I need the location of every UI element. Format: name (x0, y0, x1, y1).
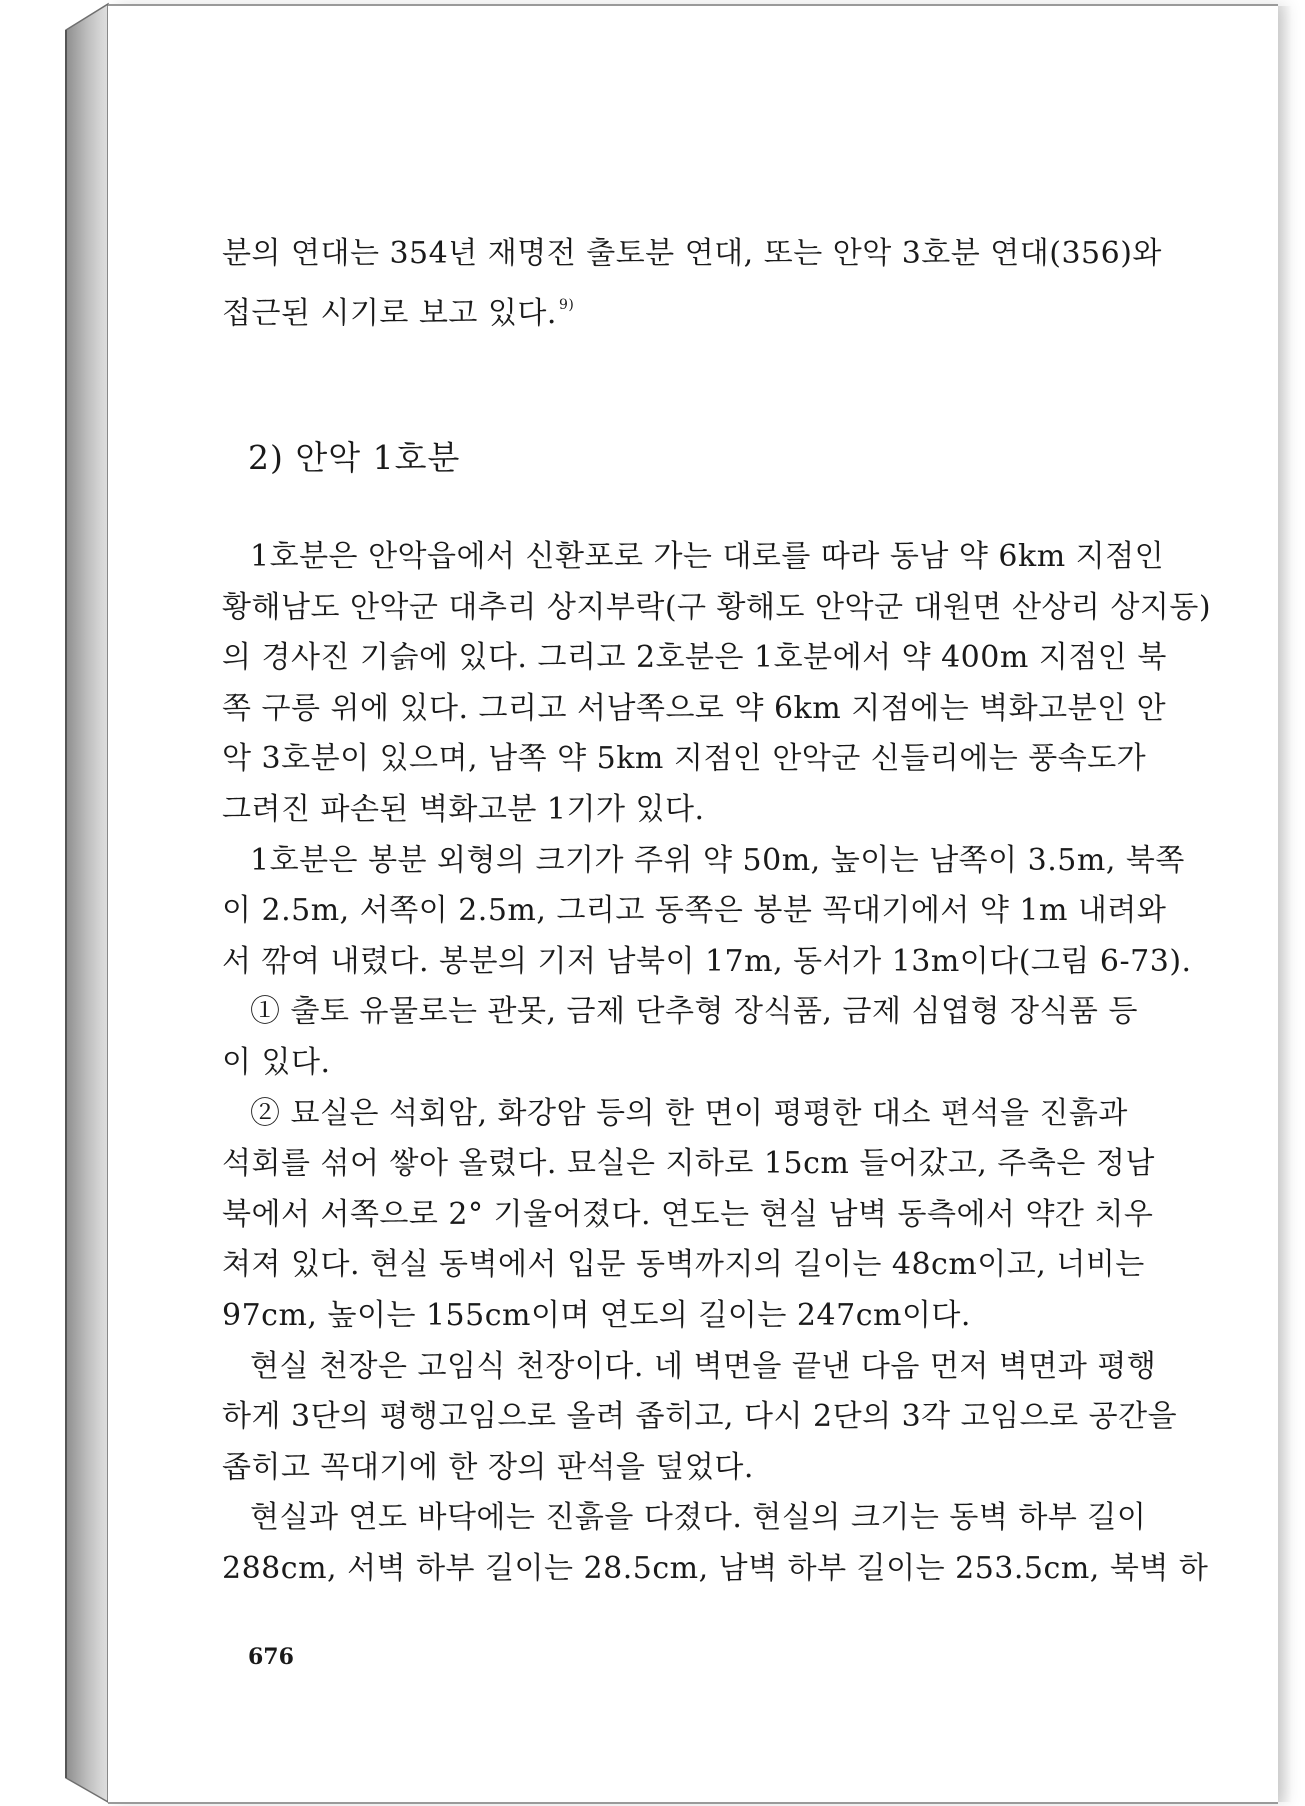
body-line: ② 묘실은 석회암, 화강암 등의 한 면이 평평한 대소 편석을 진흙과 (250, 1095, 1128, 1131)
body-line: 의 경사진 기슭에 있다. 그리고 2호분은 1호분에서 약 400m 지점인 북 (222, 640, 1167, 676)
body-line: 서 깎여 내렸다. 봉분의 기저 남북이 17m, 동서가 13m이다(그림 6-73). (222, 943, 1192, 979)
body-line: 97cm, 높이는 155cm이며 연도의 길이는 247cm이다. (222, 1297, 971, 1333)
body-line: 288cm, 서벽 하부 길이는 28.5cm, 남벽 하부 길이는 253.5cm, 북벽 하 (222, 1550, 1209, 1586)
body-line: 1호분은 봉분 외형의 크기가 주위 약 50m, 높이는 남쪽이 3.5m, 북쪽 (250, 842, 1185, 878)
intro-line: 분의 연대는 354년 재명전 출토분 연대, 또는 안악 3호분 연대(356)와 (222, 236, 1162, 271)
body-line: 이 있다. (222, 1044, 331, 1080)
intro-paragraph (222, 229, 1162, 331)
body-line: 현실과 연도 바닥에는 진흙을 다졌다. 현실의 크기는 동벽 하부 길이 (250, 1500, 1147, 1536)
body-line: 쪽 구릉 위에 있다. 그리고 서남쪽으로 약 6km 지점에는 벽화고분인 안 (222, 690, 1167, 726)
body-text (222, 532, 1212, 1594)
body-line: 악 3호분이 있으며, 남쪽 약 5km 지점인 안악군 신들리에는 풍속도가 (222, 741, 1147, 777)
body-line: 석회를 섞어 쌓아 올렸다. 묘실은 지하로 15cm 들어갔고, 주축은 정남 (222, 1146, 1155, 1182)
body-line: ① 출토 유물로는 관못, 금제 단추형 장식품, 금제 심엽형 장식품 등 (250, 994, 1138, 1030)
body-line: 하게 3단의 평행고임으로 올려 좁히고, 다시 2단의 3각 고임으로 공간을 (222, 1399, 1178, 1435)
body-line: 그려진 파손된 벽화고분 1기가 있다. (222, 791, 705, 827)
body-line: 현실 천장은 고임식 천장이다. 네 벽면을 끝낸 다음 먼저 벽면과 평행 (250, 1348, 1157, 1384)
body-line: 쳐져 있다. 현실 동벽에서 입문 동벽까지의 길이는 48cm이고, 너비는 (222, 1247, 1145, 1283)
intro-line-last (222, 280, 1124, 331)
body-line: 황해남도 안악군 대추리 상지부락(구 황해도 안악군 대원면 산상리 상지동) (222, 589, 1212, 625)
body-line: 좁히고 꼭대기에 한 장의 판석을 덮었다. (222, 1449, 754, 1485)
body-line: 1호분은 안악읍에서 신환포로 가는 대로를 따라 동남 약 6km 지점인 (250, 539, 1165, 574)
page-number: 676 (248, 1644, 294, 1670)
body-line: 북에서 서쪽으로 2° 기울어졌다. 연도는 현실 남벽 동측에서 약간 치우 (222, 1196, 1154, 1232)
section-heading: 2) 안악 1호분 (248, 438, 461, 477)
intro-line-text: 접근된 시기로 보고 있다. (222, 295, 557, 331)
footnote-reference: 9) (558, 296, 575, 313)
body-line: 이 2.5m, 서쪽이 2.5m, 그리고 동쪽은 봉분 꼭대기에서 약 1m 내려와 (222, 893, 1167, 929)
